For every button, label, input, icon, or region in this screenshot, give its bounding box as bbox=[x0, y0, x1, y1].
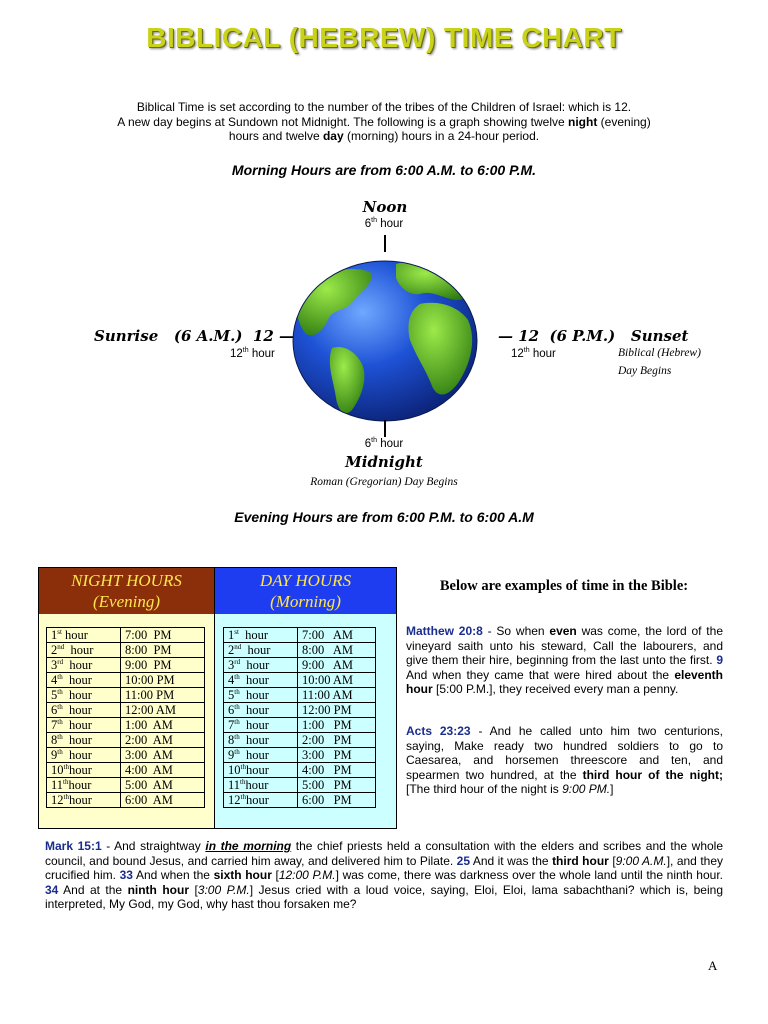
hour-ordinal-cell: 10thhour bbox=[224, 763, 298, 778]
acts-reference: Acts 23:23 bbox=[406, 724, 471, 738]
hour-ordinal-cell: 6th hour bbox=[47, 703, 121, 718]
hour-ordinal-cell: 1st hour bbox=[47, 628, 121, 643]
table-row bbox=[224, 628, 376, 643]
table-row bbox=[224, 763, 376, 778]
hour-ordinal-cell: 11thhour bbox=[47, 778, 121, 793]
table-row bbox=[47, 778, 205, 793]
clock-time-cell: 7:00 AM bbox=[298, 628, 376, 643]
clock-time-cell: 8:00 PM bbox=[121, 643, 205, 658]
clock-time-cell: 6:00 AM bbox=[121, 793, 205, 808]
day-hours-header: DAY HOURS (Morning) bbox=[215, 568, 396, 614]
hour-ordinal-cell: 4th hour bbox=[224, 673, 298, 688]
table-row bbox=[224, 643, 376, 658]
clock-time-cell: 12:00 PM bbox=[298, 703, 376, 718]
clock-time-cell: 11:00 PM bbox=[121, 688, 205, 703]
clock-time-cell: 2:00 PM bbox=[298, 733, 376, 748]
table-row bbox=[47, 703, 205, 718]
hour-ordinal-cell: 7th hour bbox=[224, 718, 298, 733]
hour-ordinal-cell: 1st hour bbox=[224, 628, 298, 643]
table-row bbox=[47, 793, 205, 808]
clock-time-cell: 11:00 AM bbox=[298, 688, 376, 703]
clock-time-cell: 5:00 PM bbox=[298, 778, 376, 793]
clock-time-cell: 10:00 PM bbox=[121, 673, 205, 688]
midnight-label: Midnight bbox=[345, 453, 423, 471]
examples-heading: Below are examples of time in the Bible: bbox=[439, 578, 689, 594]
table-row bbox=[47, 673, 205, 688]
hebrew-day-begins-note-1: Biblical (Hebrew) bbox=[618, 347, 701, 359]
clock-time-cell: 6:00 PM bbox=[298, 793, 376, 808]
intro-line-1: Biblical Time is set according to the number of the tribes of the Children of Israel: which is 12. bbox=[136, 100, 632, 114]
clock-time-cell: 8:00 AM bbox=[298, 643, 376, 658]
hour-ordinal-cell: 9th hour bbox=[224, 748, 298, 763]
clock-time-cell: 7:00 PM bbox=[121, 628, 205, 643]
mark-reference: Mark 15:1 bbox=[45, 839, 102, 853]
table-row bbox=[47, 628, 205, 643]
mark-verse: Mark 15:1 - And straightway in the morning the chief priests held a consultation with the elders and scribes and the whole council, and bound Jesus, and carried him away, and delivered him to Pilate. 25 And it was the third hour [9:00 A.M.], and they crucified him. 33 And when the sixth hour [12:00 P.M.] was come, there was darkness over the whole land until the ninth hour. 34 And at the ninth hour [3:00 P.M.] Jesus cried with a loud voice, saying, Eloi, Eloi, lama sabachthani? which is, being interpreted, My God, my God, why hast thou forsaken me? bbox=[45, 839, 724, 912]
hour-ordinal-cell: 10thhour bbox=[47, 763, 121, 778]
midnight-hour-label: 6th hour bbox=[364, 437, 404, 450]
hour-ordinal-cell: 3rd hour bbox=[224, 658, 298, 673]
table-row bbox=[224, 748, 376, 763]
noon-tick bbox=[384, 235, 386, 252]
sunrise-label: Sunrise (6 A.M.) 12 — bbox=[94, 327, 294, 345]
clock-time-cell: 12:00 AM bbox=[121, 703, 205, 718]
intro-line-2: A new day begins at Sundown not Midnight. The following is a graph showing twelve night (evening) bbox=[117, 114, 651, 129]
night-hours-header: NIGHT HOURS (Evening) bbox=[39, 568, 214, 614]
day-hours-panel bbox=[214, 567, 397, 829]
hour-ordinal-cell: 3rd hour bbox=[47, 658, 121, 673]
table-row bbox=[47, 643, 205, 658]
night-hours-table bbox=[46, 627, 205, 808]
clock-time-cell: 3:00 AM bbox=[121, 748, 205, 763]
sunrise-hour-label: 12th hour bbox=[230, 347, 275, 360]
noon-label: Noon bbox=[362, 198, 408, 216]
clock-time-cell: 2:00 AM bbox=[121, 733, 205, 748]
hour-ordinal-cell: 12thhour bbox=[224, 793, 298, 808]
roman-day-begins-note: Roman (Gregorian) Day Begins bbox=[310, 476, 458, 488]
intro-paragraph bbox=[90, 100, 678, 144]
table-row bbox=[47, 718, 205, 733]
sunset-label: — 12 (6 P.M.) Sunset bbox=[498, 327, 689, 345]
table-row bbox=[224, 778, 376, 793]
table-row bbox=[47, 763, 205, 778]
evening-hours-heading: Evening Hours are from 6:00 P.M. to 6:00 A.M bbox=[234, 509, 534, 525]
table-row bbox=[47, 658, 205, 673]
noon-hour-label: 6th hour bbox=[364, 217, 404, 230]
matthew-reference: Matthew 20:8 bbox=[406, 624, 483, 638]
clock-time-cell: 5:00 AM bbox=[121, 778, 205, 793]
hour-ordinal-cell: 5th hour bbox=[224, 688, 298, 703]
matthew-verse: Matthew 20:8 - So when even was come, the lord of the vineyard saith unto his steward, Call the labourers, and give them their hire, beginning from the last unto the first. 9 And when they came that were hired about the eleventh hour [5:00 P.M.], they received every man a penny. bbox=[406, 624, 723, 697]
clock-time-cell: 1:00 PM bbox=[298, 718, 376, 733]
hour-ordinal-cell: 9th hour bbox=[47, 748, 121, 763]
table-row bbox=[47, 748, 205, 763]
day-hours-table bbox=[223, 627, 376, 808]
table-row bbox=[224, 703, 376, 718]
acts-verse: Acts 23:23 - And he called unto him two centurions, saying, Make ready two hundred soldiers to go to Caesarea, and horsemen threescore and ten, and spearmen two hundred, at the third hour of the night; [The third hour of the night is 9:00 PM.] bbox=[406, 724, 723, 797]
clock-time-cell: 4:00 PM bbox=[298, 763, 376, 778]
hour-ordinal-cell: 12thhour bbox=[47, 793, 121, 808]
hour-ordinal-cell: 2nd hour bbox=[224, 643, 298, 658]
morning-hours-heading: Morning Hours are from 6:00 A.M. to 6:00 P.M. bbox=[231, 162, 537, 178]
page-marker: A bbox=[708, 958, 718, 973]
hour-ordinal-cell: 8th hour bbox=[224, 733, 298, 748]
table-row bbox=[224, 793, 376, 808]
clock-time-cell: 4:00 AM bbox=[121, 763, 205, 778]
table-row bbox=[224, 718, 376, 733]
hebrew-day-begins-note-2: Day Begins bbox=[618, 365, 672, 377]
globe-icon bbox=[292, 260, 478, 422]
table-row bbox=[47, 688, 205, 703]
hour-ordinal-cell: 6th hour bbox=[224, 703, 298, 718]
hour-ordinal-cell: 2nd hour bbox=[47, 643, 121, 658]
clock-time-cell: 10:00 AM bbox=[298, 673, 376, 688]
hour-ordinal-cell: 8th hour bbox=[47, 733, 121, 748]
intro-line-3: hours and twelve day (morning) hours in a 24-hour period. bbox=[228, 129, 540, 143]
clock-time-cell: 9:00 PM bbox=[121, 658, 205, 673]
page-title: BIBLICAL (HEBREW) TIME CHART bbox=[146, 22, 622, 53]
hour-ordinal-cell: 4th hour bbox=[47, 673, 121, 688]
clock-time-cell: 3:00 PM bbox=[298, 748, 376, 763]
hour-ordinal-cell: 5th hour bbox=[47, 688, 121, 703]
night-hours-panel bbox=[38, 567, 215, 829]
hour-ordinal-cell: 7th hour bbox=[47, 718, 121, 733]
table-row bbox=[47, 733, 205, 748]
sunset-hour-label: 12th hour bbox=[511, 347, 556, 360]
midnight-tick bbox=[384, 420, 386, 437]
table-row bbox=[224, 733, 376, 748]
table-row bbox=[224, 673, 376, 688]
table-row bbox=[224, 688, 376, 703]
table-row bbox=[224, 658, 376, 673]
hour-ordinal-cell: 11thhour bbox=[224, 778, 298, 793]
clock-time-cell: 9:00 AM bbox=[298, 658, 376, 673]
clock-time-cell: 1:00 AM bbox=[121, 718, 205, 733]
